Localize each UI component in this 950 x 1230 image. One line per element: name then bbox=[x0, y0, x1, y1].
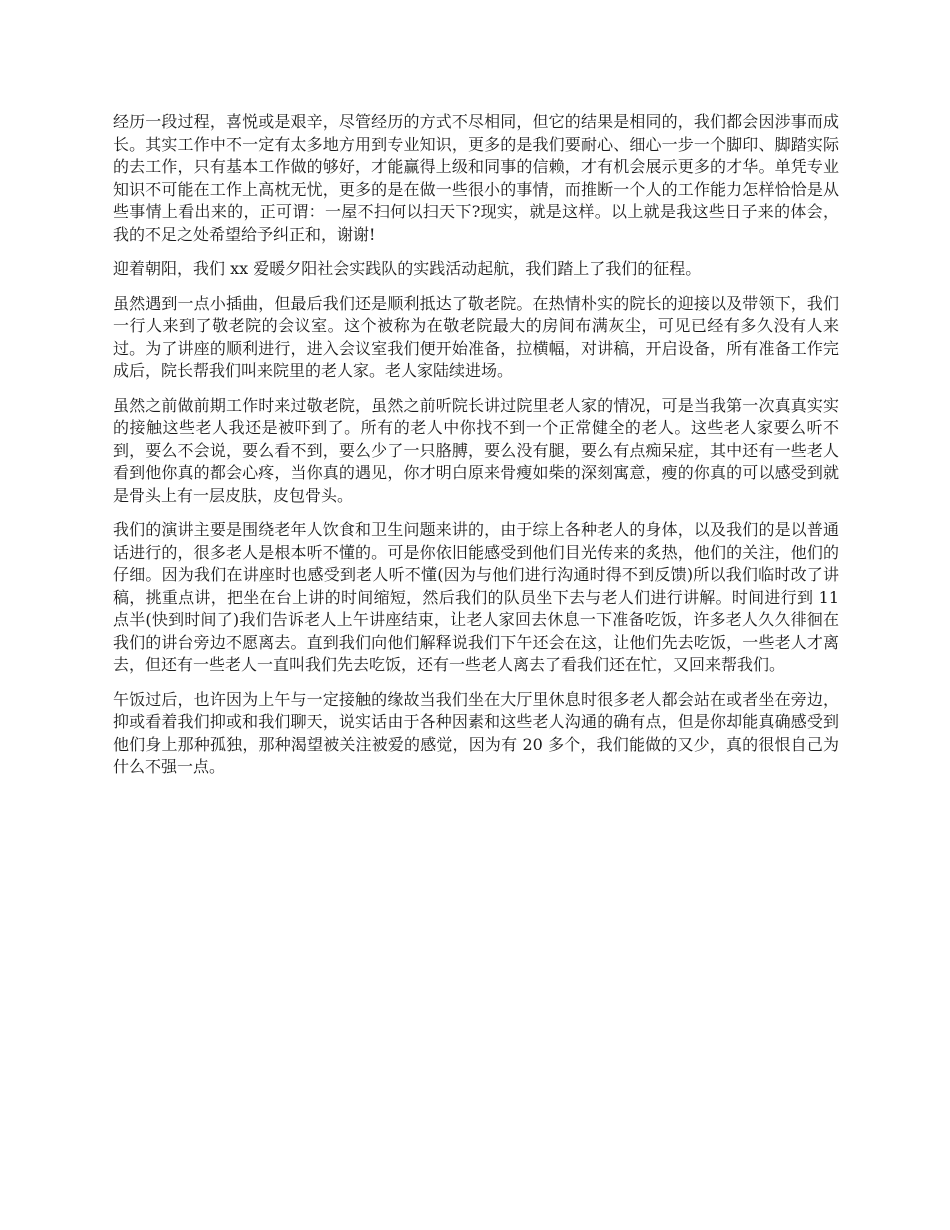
paragraph-4: 虽然之前做前期工作时来过敬老院，虽然之前听院长讲过院里老人家的情况，可是当我第一次真真实实的接触这些老人我还是被吓到了。所有的老人中你找不到一个正常健全的老人。这些老人家要么听不到，要么不会说，要么看不到，要么少了一只胳膊，要么没有腿，要么有点痴呆症，其中还有一些老人看到他你真的都会心疼，当你真的遇见，你才明白原来骨瘦如柴的深刻寓意，瘦的你真的可以感受到就是骨头上有一层皮肤，皮包骨头。 bbox=[113, 395, 839, 505]
paragraph-6: 午饭过后，也许因为上午与一定接触的缘故当我们坐在大厅里休息时很多老人都会站在或者坐在旁边，抑或看着我们抑或和我们聊天，说实话由于各种因素和这些老人沟通的确有点，但是你却能真确感受到他们身上那种孤独，那种渴望被关注被爱的感觉，因为有 20 多个，我们能做的又少，真的很恨自己为什么不强一点。 bbox=[113, 689, 839, 776]
paragraph-2: 迎着朝阳，我们 xx 爱暖夕阳社会实践队的实践活动起航，我们踏上了我们的征程。 bbox=[113, 259, 702, 278]
document-body bbox=[113, 111, 839, 791]
paragraph-1: 经历一段过程，喜悦或是艰辛，尽管经历的方式不尽相同，但它的结果是相同的，我们都会因涉事而成长。其实工作中不一定有太多地方用到专业知识，更多的是我们要耐心、细心一步一个脚印、脚踏实际的去工作，只有基本工作做的够好，才能赢得上级和同事的信赖，才有机会展示更多的才华。单凭专业知识不可能在工作上高枕无忧，更多的是在做一些很小的事情，而推断一个人的工作能力怎样恰恰是从些事情上看出来的，正可谓：一屋不扫何以扫天下?现实，就是这样。以上就是我这些日子来的体会，我的不足之处希望给予纠正和，谢谢! bbox=[113, 112, 839, 244]
paragraph-3: 虽然遇到一点小插曲，但最后我们还是顺利抵达了敬老院。在热情朴实的院长的迎接以及带领下，我们一行人来到了敬老院的会议室。这个被称为在敬老院最大的房间布满灰尘，可见已经有多久没有人来过。为了讲座的顺利进行，进入会议室我们便开始准备，拉横幅，对讲稿，开启设备，所有准备工作完成后，院长帮我们叫来院里的老人家。老人家陆续进场。 bbox=[113, 293, 839, 380]
paragraph-5: 我们的演讲主要是围绕老年人饮食和卫生问题来讲的，由于综上各种老人的身体，以及我们的是以普通话进行的，很多老人是根本听不懂的。可是你依旧能感受到他们目光传来的炙热，他们的关注，他们的仔细。因为我们在讲座时也感受到老人听不懂(因为与他们进行沟通时得不到反馈)所以我们临时改了讲稿，挑重点讲，把坐在台上讲的时间缩短，然后我们的队员坐下去与老人们进行讲解。时间进行到 11 点半(快到时间了)我们告诉老人上午讲座结束，让老人家回去休息一下准备吃饭，许多老人久久徘徊在我们的讲台旁边不愿离去。直到我们向他们解释说我们下午还会在这，让他们先去吃饭，一些老人才离去，但还有一些老人一直叫我们先去吃饭，还有一些老人离去了看我们还在忙，又回来帮我们。 bbox=[113, 520, 839, 674]
